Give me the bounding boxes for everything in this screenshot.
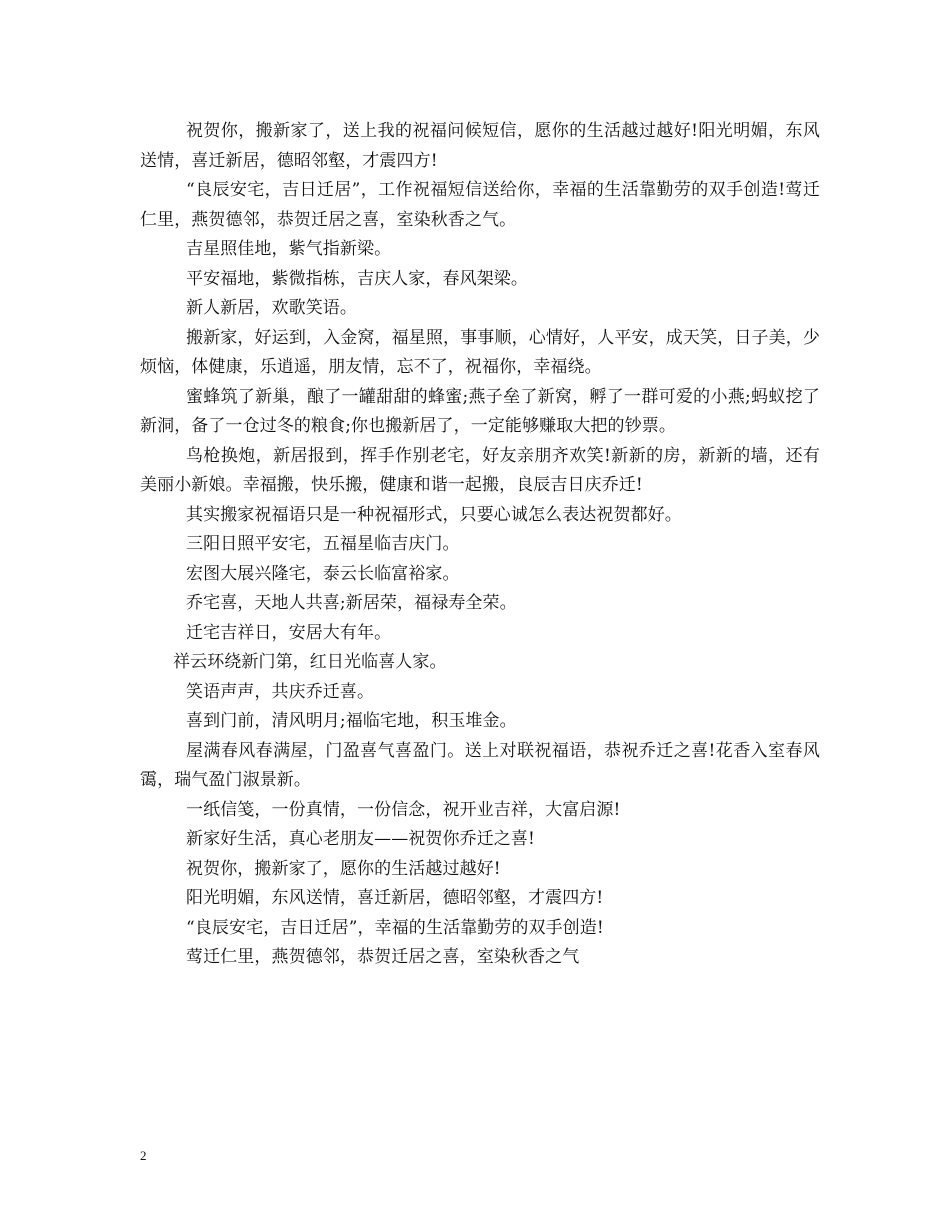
paragraph: 搬新家，好运到，入金窝，福星照，事事顺，心情好，人平安，成天笑，日子美，少烦恼，体健康，乐逍遥，朋友情，忘不了，祝福你，幸福绕。 xyxy=(140,327,820,377)
page-number: 2 xyxy=(140,1148,147,1163)
paragraph: 新人新居，欢歌笑语。 xyxy=(186,298,357,318)
paragraph: 蜜蜂筑了新巢，酿了一罐甜甜的蜂蜜;燕子垒了新窝，孵了一群可爱的小燕;蚂蚁挖了新洞，备了一仓过冬的粮食;你也搬新居了，一定能够赚取大把的钞票。 xyxy=(140,386,820,436)
paragraph: 一纸信笺，一份真情，一份信念，祝开业吉祥，大富启源! xyxy=(186,799,621,820)
paragraph: 阳光明媚，东风送情，喜迁新居，德昭邻壑，才震四方! xyxy=(186,888,604,908)
paragraph: 平安福地，紫微指栋，吉庆人家，春风架梁。 xyxy=(186,268,528,289)
paragraph: 三阳日照平安宅，五福星临吉庆门。 xyxy=(186,534,460,554)
paragraph: 祝贺你，搬新家了，愿你的生活越过越好! xyxy=(186,858,501,879)
paragraph: 笑语声声，共庆乔迁喜。 xyxy=(186,681,375,702)
document-body xyxy=(140,117,820,973)
paragraph: 祥云环绕新门第，红日光临喜人家。 xyxy=(173,652,447,672)
paragraph: 莺迁仁里，燕贺德邻，恭贺迁居之喜，室染秋香之气 xyxy=(186,947,580,967)
paragraph: 鸟枪换炮，新居报到，挥手作别老宅，好友亲朋齐欢笑!新新的房，新新的墙，还有美丽小新娘。幸福搬，快乐搬，健康和谐一起搬，良辰吉日庆乔迁! xyxy=(140,445,820,495)
paragraph: 迁宅吉祥日，安居大有年。 xyxy=(186,622,392,643)
paragraph: 祝贺你，搬新家了，送上我的祝福问候短信，愿你的生活越过越好!阳光明媚，东风送情，喜迁新居，德昭邻壑，才震四方! xyxy=(140,121,820,171)
paragraph: 吉星照佳地，紫气指新梁。 xyxy=(186,239,392,259)
paragraph: “良辰安宅，吉日迁居”，幸福的生活靠勤劳的双手创造! xyxy=(186,917,604,938)
paragraph: 喜到门前，清风明月;福临宅地，积玉堆金。 xyxy=(186,711,517,731)
paragraph: 其实搬家祝福语只是一种祝福形式，只要心诚怎么表达祝贺都好。 xyxy=(186,504,682,525)
paragraph: 宏图大展兴隆宅，泰云长临富裕家。 xyxy=(186,563,460,584)
paragraph: “良辰安宅，吉日迁居”，工作祝福短信送给你，幸福的生活靠勤劳的双手创造!莺迁仁里，燕贺德邻，恭贺迁居之喜，室染秋香之气。 xyxy=(140,180,820,230)
paragraph: 新家好生活，真心老朋友——祝贺你乔迁之喜! xyxy=(186,829,535,849)
paragraph: 乔宅喜，天地人共喜;新居荣，福禄寿全荣。 xyxy=(186,593,517,613)
paragraph: 屋满春风春满屋，门盈喜气喜盈门。送上对联祝福语，恭祝乔迁之喜!花香入室春风霭，瑞气盈门淑景新。 xyxy=(140,740,820,790)
